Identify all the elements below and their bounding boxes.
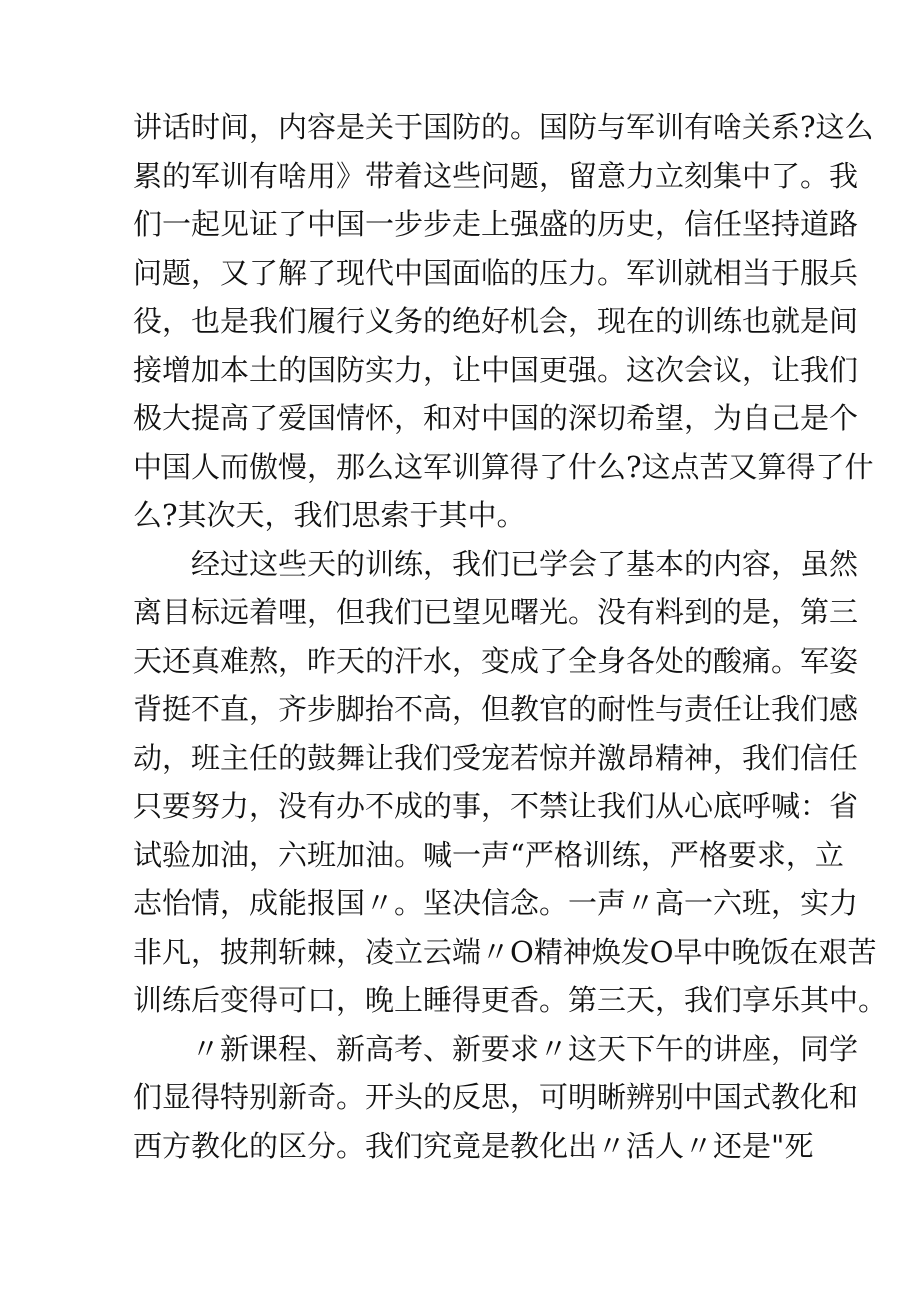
text-line: 志怡情，成能报国〃。坚决信念。一声〃高一六班，实力: [133, 886, 859, 920]
text-line: 累的军训有啥用》带着这些问题，留意力立刻集中了。我: [133, 158, 859, 193]
text-line: 非凡，披荆斩棘，凌立云端〃O精神焕发O早中晚饭在艰苦: [133, 934, 877, 969]
text-line: 离目标远着哩，但我们已望见曙光。没有料到的是，第三: [133, 595, 859, 629]
text-line: 中国人而傲慢，那么这军训算得了什么?这点苦又算得了什: [133, 449, 874, 484]
text-line: 西方教化的区分。我们究竟是教化出〃活人〃还是"死: [133, 1128, 814, 1163]
text-line: 〃新课程、新高考、新要求〃这天下午的讲座，同学: [191, 1031, 859, 1066]
text-line: 接增加本土的国防实力，让中国更强。这次会议，让我们: [133, 352, 859, 387]
text-line: 训练后变得可口，晚上睡得更香。第三天，我们享乐其中。: [133, 983, 888, 1017]
text-line: 经过这些天的训练，我们已学会了基本的内容，虽然: [191, 546, 859, 581]
text-line: 问题，又了解了现代中国面临的压力。军训就相当于服兵: [133, 255, 859, 290]
text-line: 极大提高了爱国情怀，和对中国的深切希望，为自己是个: [133, 401, 859, 435]
text-line: 么?其次天，我们思索于其中。: [133, 498, 526, 532]
text-line: 动，班主任的鼓舞让我们受宠若惊并激昂精神，我们信任: [133, 740, 859, 775]
text-line: 试验加油，六班加油。喊一声“严格训练，严格要求，立: [133, 837, 844, 872]
text-line: 役，也是我们履行义务的绝好机会，现在的训练也就是间: [133, 304, 859, 338]
text-line: 只要努力，没有办不成的事，不禁让我们从心底呼喊：省: [133, 789, 859, 823]
text-line: 讲话时间，内容是关于国防的。国防与军训有啥关系?这么: [133, 110, 874, 144]
text-line: 天还真难熬，昨天的汗水，变成了全身各处的酸痛。军姿: [133, 643, 859, 678]
document-body: [133, 103, 888, 1170]
text-line: 背挺不直，齐步脚抬不高，但教官的耐性与责任让我们感: [133, 692, 859, 726]
text-line: 们显得特别新奇。开头的反思，可明晰辨别中国式教化和: [133, 1080, 859, 1114]
text-line: 们一起见证了中国一步步走上强盛的历史，信任坚持道路: [133, 207, 859, 241]
